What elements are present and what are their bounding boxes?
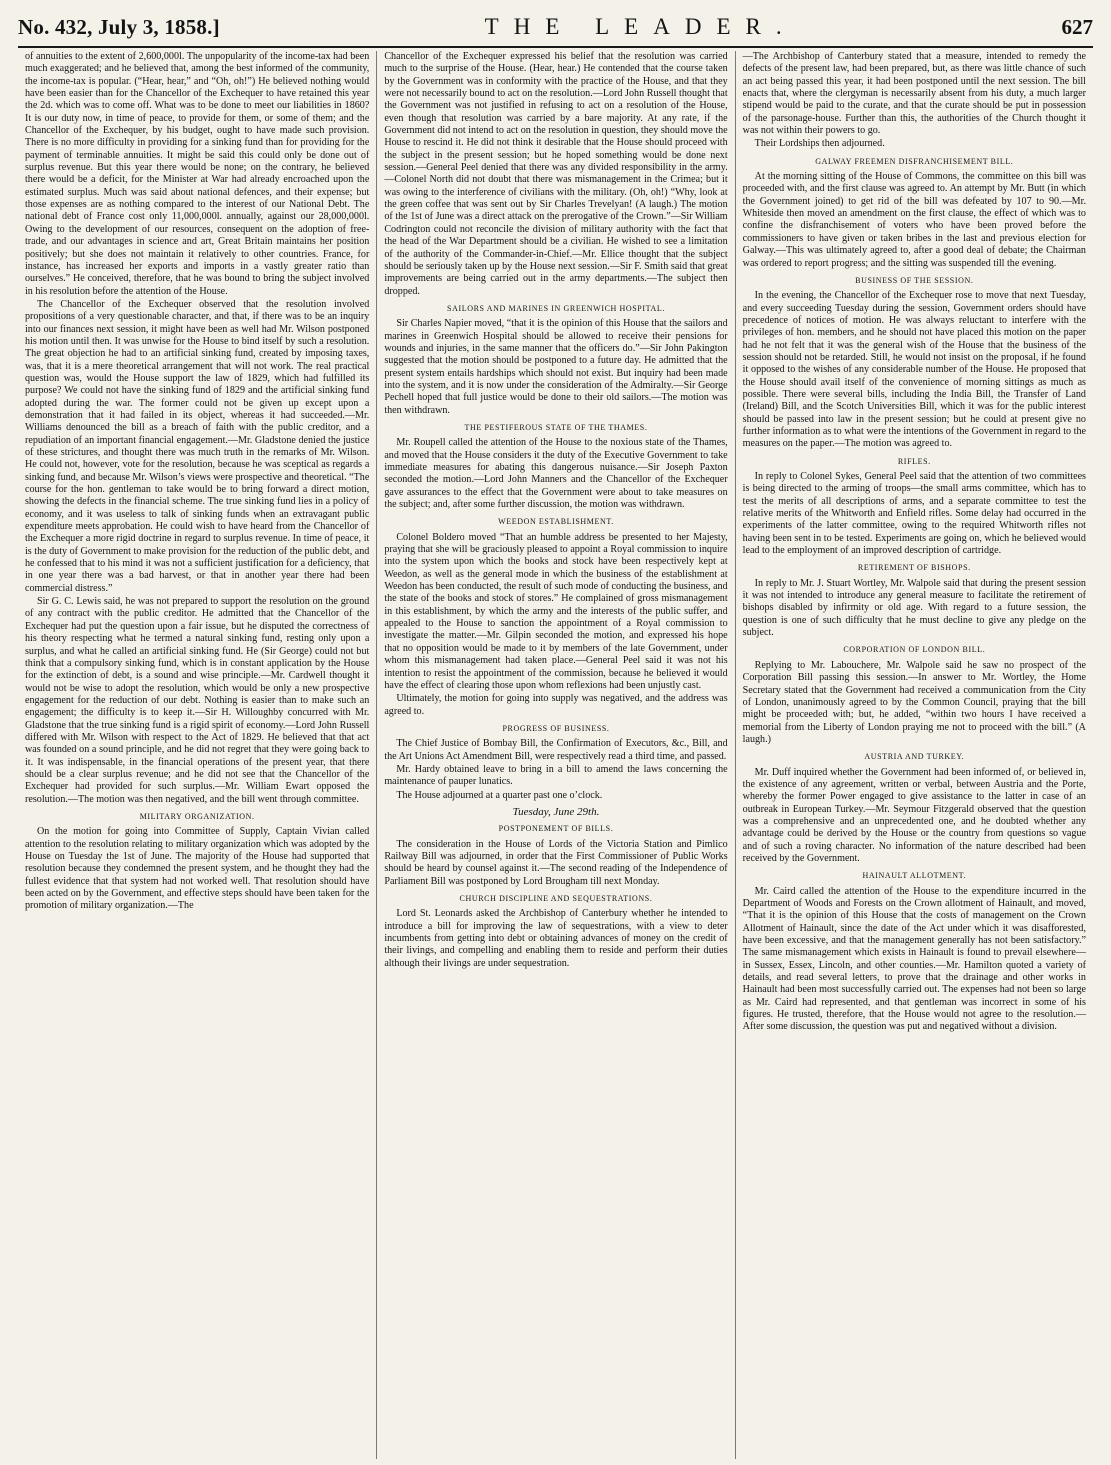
- issue-info: No. 432, July 3, 1858.]: [18, 15, 220, 39]
- section-heading: BUSINESS OF THE SESSION.: [855, 275, 974, 285]
- paragraph: Mr. Roupell called the attention of the House to the noxious state of the Thames, and moved that the House considers it the duty of the Executive Government to take immediate measures for abating this dangerous nuisance.—Sir Joseph Paxton seconded the motion.—Lord John Manners and the Chancellor of the Exchequer gave assurances to the effect that the Government were about to take measures on the subject; and, after some further discussion, the motion was withdrawn.: [384, 437, 728, 511]
- section-heading: RETIREMENT OF BISHOPS.: [857, 563, 971, 573]
- section-heading: SAILORS AND MARINES IN GREENWICH HOSPITAL.: [447, 303, 665, 313]
- masthead: [18, 14, 1093, 48]
- paragraph: At the morning sitting of the House of Commons, the committee on this bill was proceeded with, and the first clause was agreed to. An attempt by Mr. Butt (in which the Government joined) to get rid of the bill was defeated by 107 to 90.—Mr. Whiteside then moved an amendment on the first clause, the effect of which was to confine the disfranchisement of voters who have been proved before the commissioners to have given or taken bribes in the last and previous election for Galway.—This was ultimately agreed to, after a good deal of debate; the Chairman was ordered to report progress; and the sitting was suspended till the evening.: [742, 171, 1086, 269]
- paragraph: The consideration in the House of Lords of the Victoria Station and Pimlico Railway Bill was adjourned, in order that the First Commissioner of Public Works should be heard by counsel against it.—The second reading of the Independence of Parliament Bill was postponed by Lord Brougham till next Monday.: [384, 838, 728, 887]
- page-number: 627: [1061, 15, 1093, 39]
- paragraph: In the evening, the Chancellor of the Exchequer rose to move that next Tuesday, and every succeeding Tuesday during the session, Government orders should have precedence of notices of motion. He was always reluctant to interfere with the privileges of hon. members, and he should not have placed this motion on the paper had he not felt that it was the general wish of the House that the business of the session should not be retarded. Still, he would not insist on the proposal, if he found it opposed to the wishes of any considerable number of the House. He proposed that the House should avail itself of the convenience of morning sittings as much as possible. There were several bills, including the India Bill, the Transfer of Land (Ireland) Bill, and the Scotch Universities Bill, which it was for the public interest should be passed into law in the present session; but he could at present give no further information as to what were the intentions of the Government in regard to the measures on the paper.—The motion was agreed to.: [742, 290, 1086, 450]
- paragraph: Sir Charles Napier moved, “that it is the opinion of this House that the sailors and marines in Greenwich Hospital should be allowed to receive their pensions for wounds and injuries, in the same manner that the officers do.”—Sir John Pakington suggested that the motion should be postponed to a future day. He admitted that the present system entails hardships which should not exist. But inquiry had been made into the system, and it is now under the consideration of the Admiralty.—Sir George Pechell hoped that full justice would be done to their old sailors.—The motion was then withdrawn.: [384, 318, 728, 416]
- paragraph: Colonel Boldero moved “That an humble address be presented to her Majesty, praying that she will be graciously pleased to appoint a Royal commission to inquire into the system upon which the books and stock have been respectively kept at Weedon, as well as the general mode in which the business of the establishment at Weedon has been conducted, the result of such mode of conducting the business, and the state of the books and stock of stores.” He complained of gross mismanagement in this establishment, by which the army and the interests of the public suffer, and appealed to the House to sanction the appointment of a Royal commission to investigate the matter.—Mr. Gilpin seconded the motion, and expressed his hope that no opposition would be made to it by members of the late Government, under whom this mismanagement had taken place.—General Peel said it was not his intention to resist the appointment of the commission, because he believed it would have the effect of clearing those upon whom reflexions had been unjustly cast.: [384, 531, 728, 691]
- paragraph: of annuities to the extent of 2,600,000l. The unpopularity of the income-tax had been much exaggerated; and he believed that, among the best informed of the community, the income-tax is popular. (“Hear, hear,” and “Oh, oh!”) He believed nothing would have been easier than for the Chancellor of the Exchequer to have retained this year the 2d. which was to come off. What was to be done to meet our liabilities in 1860? It is our duty now, in time of peace, to provide for them, or some of them; and the Chancellor of the Exchequer, by his budget, ought to have made such provision. There is no more difficulty in providing for a sinking fund than for providing for the payment of terminable annuities. It might be said this could only be done out of surplus revenue. But this year there would be none; on the contrary, he believed there would be a deficit, for the Minister at War had already encroached upon the estimated surplus. Much was said about national defences, and their expense; but those expenses are as nothing compared to the interest of our National Debt. The national debt of France cost only 11,000,000l. annually, against our 28,000,000l. Owing to the development of our resources, consequent on the adoption of free-trade, and our advantages in science and art, Great Britain maintains her position positively; but she does not maintain it relatively to other countries. France, for instance, has increased her exports and imports in a vastly greater ratio than ourselves.” He conceived, therefore, that he was bound to bring the subject involved in his resolution before the attention of the House.: [25, 51, 370, 297]
- paragraph: The House adjourned at a quarter past one o’clock.: [396, 789, 603, 801]
- paragraph: The Chief Justice of Bombay Bill, the Confirmation of Executors, &c., Bill, and the Art Unions Act Amendment Bill, were respectively read a third time, and passed.: [384, 738, 728, 762]
- section-heading: RIFLES.: [897, 456, 931, 466]
- section-heading: AUSTRIA AND TURKEY.: [864, 752, 965, 762]
- paper-title: THE LEADER.: [484, 14, 797, 39]
- paragraph: —The Archbishop of Canterbury stated that a measure, intended to remedy the defects of the present law, had been prepared, but, as there was little chance of such an act being passed this year, it had been postponed until the next session. The bill enacts that, where the clergyman is necessarily absent from his duty, a much larger stipend would be paid to the curate, and that the curate should be put in possession of the parsonage-house. Further than this, the authorities of the Church thought it was not within their powers to go.: [742, 51, 1086, 137]
- paragraph: Mr. Duff inquired whether the Government had been informed of, or believed in, the existence of any agreement, written or verbal, between Austria and the Porte, whereby the former Power engaged to give assistance to the latter in case of an outbreak in European Turkey.—Mr. Seymour Fitzgerald observed that the question was a comprehensive and an unprecedented one, and he doubted whether any advantage could be derived by the House or the country from questions so vague and of such a roving character. No information of the nature described had been received by the Government.: [742, 766, 1086, 864]
- section-heading: THE PESTIFEROUS STATE OF THE THAMES.: [464, 422, 648, 432]
- paragraph: Sir G. C. Lewis said, he was not prepared to support the resolution on the ground of any contract with the public creditor. He admitted that the Chancellor of the Exchequer had put the question upon a fair issue, but he disputed the correctness of his theory respecting what he termed a natural sinking fund, resting only upon a surplus, and what he called an artificial sinking fund. He (Sir George) could not but think that a compulsory sinking fund, which is in constant application by the House for the extinction of debt, is a sound and wise principle.—Mr. Cardwell thought it would not be wise to adopt the resolution, which would be only a new prospective engagement for the reduction of our debt. Nothing is easier than to make such an engagement; the difficulty is to keep it.—Sir H. Willoughby concurred with Mr. Gladstone that the true sinking fund is a rigid spirit of economy.—Lord John Russell differed with Mr. Wilson with respect to the Act of 1829. He believed that that act was founded on a sound principle, and he did not regret that they were going back to it. It was indispensable, in the financial operations of the present year, that there should be a clear surplus revenue; and he did not see that the Chancellor of the Exchequer had provided for such surplus.—Mr. William Ewart opposed the resolution.—The motion was then negatived, and the bill went through committee.: [25, 596, 370, 805]
- paragraph: Their Lordships then adjourned.: [754, 138, 885, 150]
- paragraph: On the motion for going into Committee of Supply, Captain Vivian called attention to the resolution relating to military organization which was adopted by the House on Tuesday the 1st of June. The majority of the House had supported that resolution because they condemned the present system, and he thought they had the fullest evidence that that system had not worked well. That resolution should have been acted on by the Government, and effective steps should have been taken for the promotion of military organization.—The: [25, 826, 370, 912]
- section-heading: HAINAULT ALLOTMENT.: [862, 871, 967, 881]
- paragraph: Chancellor of the Exchequer expressed his belief that the resolution was carried much to the surprise of the House. (Hear, hear.) He contended that the course taken by the Government was in conformity with the practice of the House, and that they were not necessarily bound to act on the resolution.—Lord John Russell thought that the Government was not justified in refusing to act on a resolution of the House, even though that resolution was carried by a bare majority. At any rate, if the Government did not intend to act on the resolution in question, they should move the House to rescind it. He did not think it desirable that the House should proceed with the subject in the present session; but he hoped something would be done next session.—General Peel denied that there was any divided responsibility in the army.—Colonel North did not doubt that there was mismanagement in the Crimea; but it was owing to the interference of civilians with the military. (Oh, oh!) “Why, look at the green coffee that was sent out by Sir Charles Trevelyan! (A laugh.) The motion of the 1st of June was a direct attack on the prerogative of the Crown.”—Sir William Codrington could not reconcile the division of military authority with the fact that the head of the War Department should be a civilian. He wished to see a limitation of the authority of the Commander-in-Chief.—Mr. Ellice thought that the subject should be seriously taken up by the House next session.—Sir F. Smith said that great improvements are being carried out in the army departments.—The subject then dropped.: [384, 51, 728, 297]
- paragraph: In reply to Colonel Sykes, General Peel said that the attention of two committees is being directed to the arming of troops—the small arms committee, which has to test the merits of all descriptions of arms, and a separate committee to test the relative merits of the Whitworth and Enfield rifles. Some delay had occurred in the experiments of the latter committee, owing to the required Whitworth rifles not having been sent in to be tested. Experiments are going on, which he believed would lead to the employment of an improved description of cartridge.: [742, 471, 1086, 557]
- paragraph: Mr. Caird called the attention of the House to the expenditure incurred in the Department of Woods and Forests on the Crown allotment of Hainault, and moved, “That it is the opinion of this House that the costs of management on the Crown Allotment of Hainault, since the date of the Act under which it was disafforested, have been excessive, and that the management generally has not been satisfactory.” The same mismanagement which exists in Hainault is found to prevail elsewhere—in Sussex, Essex, Lincoln, and other counties.—Mr. Hamilton quoted a variety of details, and read several letters, to prove that the drainage and other works in Hainault had been most successfully carried out. The expenses had not been so large as Mr. Caird had represented, and that gentleman was incorrect in some of his figures. He trusted, therefore, that the House would not agree to the resolution.—After some discussion, the question was put and negatived without a division.: [742, 885, 1086, 1033]
- paragraph: Lord St. Leonards asked the Archbishop of Canterbury whether he intended to introduce a bill for improving the law of sequestrations, with a view to deter incumbents from getting into debt or obtaining advances of money on the credit of their livings, and compelling and enabling them to reside and perform their duties although their livings are under sequestration.: [384, 908, 728, 969]
- paragraph: Mr. Hardy obtained leave to bring in a bill to amend the laws concerning the maintenance of pauper lunatics.: [384, 763, 728, 788]
- paragraph: Ultimately, the motion for going into supply was negatived, and the address was agreed to.: [384, 693, 728, 717]
- section-heading: WEEDON ESTABLISHMENT.: [498, 517, 614, 527]
- paragraph: The Chancellor of the Exchequer observed that the resolution involved propositions of a very questionable character, and that, if there was to be an inquiry into our finances next session, it might have been as well had Mr. Wilson postponed his motion until then. It was unwise for the House to bind itself by such a resolution. The great objection he had to an artificial sinking fund, created by imposing taxes, was, that it is a mere theoretical arrangement that will not work. The real practical question was, would the House support the law of 1829, which had fulfilled its purpose? We could not have the sinking fund of 1829 and the artificial sinking fund adopted during the war. The former could not be given up except upon a demonstration that it had failed in its object, whereas it had succeeded.—Mr. Williams denounced the bill as a breach of faith with the public creditor, and a repudiation of an important financial engagement.—Mr. Gladstone denied the justice of these strictures, and thought there was much truth in the remarks of Mr. Wilson. He could not, however, vote for the resolution, because he was sceptical as regards a sinking fund, and because Mr. Wilson’s views were prospective and theoretical. “The course for the hon. gentleman to take would be to bring forward a direct motion, showing the defects in the financial scheme. The true sinking fund lies in a policy of economy, and it was useless to talk of sinking funds when an extravagant public expenditure meets approbation. He could wish to have heard from the Chancellor of the Exchequer a more rigid doctrine in regard to surplus revenue. In time of peace, it is the duty of Government to make provision for the reduction of the public debt, and he confessed that to his mind it was not a sufficient justification for a deficiency, that in one year there was a bad harvest, or that in another year there had been commercial distress.”: [25, 298, 370, 594]
- column-3: [735, 51, 1093, 1459]
- section-heading: POSTPONEMENT OF BILLS.: [498, 824, 614, 834]
- section-heading: CORPORATION OF LONDON BILL.: [843, 645, 986, 655]
- section-heading: MILITARY ORGANIZATION.: [139, 811, 255, 821]
- section-heading: PROGRESS OF BUSINESS.: [502, 723, 610, 733]
- paragraph: Replying to Mr. Labouchere, Mr. Walpole said he saw no prospect of the Corporation Bill passing this session.—In answer to Mr. Wortley, the Home Secretary stated that the Government had received a communication from the City of London, unanimously agreed to by the Common Council, praying that the bill might be proceeded with; but, he added, “within two hours I have received a memorial from the Liberty of London praying me not to proceed with the bill.” (A laugh.): [742, 659, 1086, 745]
- paragraph: In reply to Mr. J. Stuart Wortley, Mr. Walpole said that during the present session it was not intended to introduce any general measure to facilitate the retirement of bishops disabled by infirmity or old age. With regard to a future session, the question is one of such difficulty that he must decline to give any pledge on the subject.: [742, 577, 1086, 639]
- column-1: [18, 51, 376, 1459]
- column-2: [376, 51, 734, 1459]
- section-heading: CHURCH DISCIPLINE AND SEQUESTRATIONS.: [459, 894, 653, 903]
- section-heading: GALWAY FREEMEN DISFRANCHISEMENT BILL.: [815, 156, 1014, 166]
- article-columns: [18, 51, 1093, 1459]
- date-line: Tuesday, June 29th.: [512, 805, 600, 818]
